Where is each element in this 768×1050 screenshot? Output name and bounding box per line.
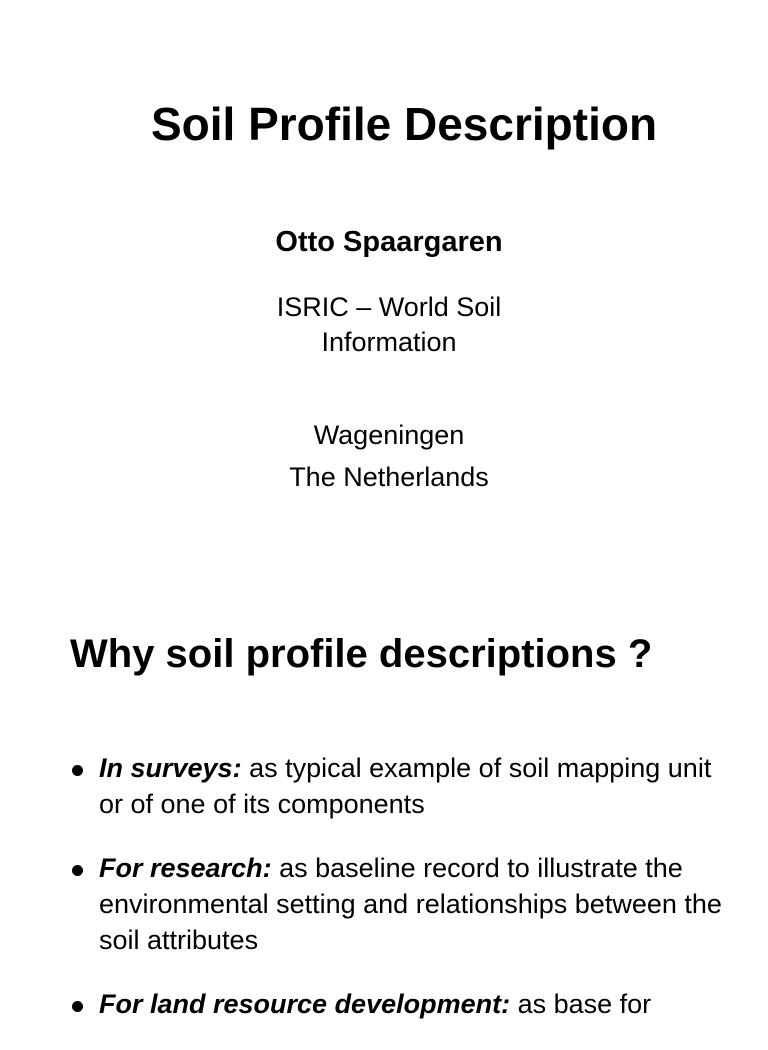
bullet-text: as baseline record to illustrate the environmental setting and relationships between the soil attributes: [99, 853, 722, 955]
bullet-lead: For research:: [99, 853, 272, 883]
bullet-dot-icon: [72, 765, 83, 776]
bullet-item: [0, 850, 768, 958]
author-name: Otto Spaargaren: [275, 226, 503, 258]
slide-title: Soil Profile Description: [150, 98, 658, 150]
bullet-text: as typical example of soil mapping unit or of one of its components: [99, 753, 712, 819]
slide-heading: Why soil profile descriptions ?: [70, 632, 653, 676]
author-location: [0, 414, 768, 498]
bullet-lead: In surveys:: [99, 753, 242, 783]
affiliation-line-1: ISRIC – World Soil: [276, 292, 502, 322]
content-slide: [0, 560, 768, 1024]
bullet-text: as base for: [510, 989, 652, 1019]
location-country: The Netherlands: [289, 462, 489, 492]
bullet-lead: For land resource development:: [99, 989, 511, 1019]
affiliation-line-2: Information: [321, 327, 457, 357]
bullet-dot-icon: [72, 1001, 83, 1012]
bullet-dot-icon: [72, 865, 83, 876]
bullet-item: [0, 986, 768, 1022]
location-city: Wageningen: [313, 420, 465, 450]
author-affiliation: [0, 290, 768, 360]
bullet-list: [0, 750, 768, 1050]
bullet-item: [0, 750, 768, 822]
